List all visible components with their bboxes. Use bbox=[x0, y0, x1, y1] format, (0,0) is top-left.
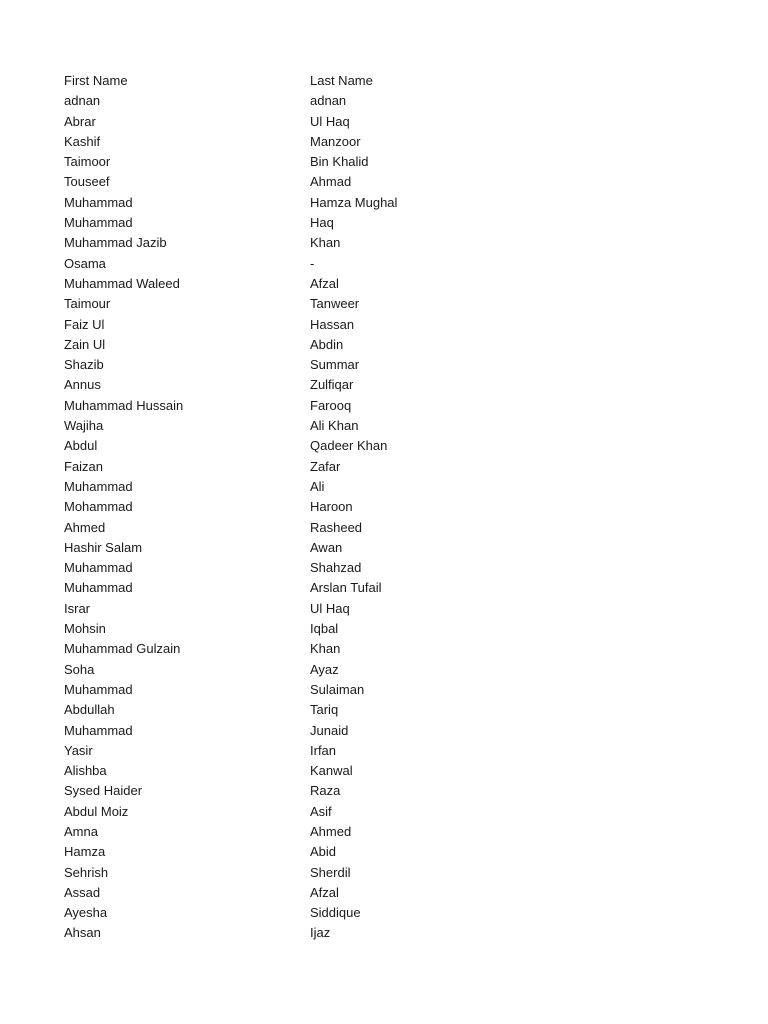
last-name-cell: Manzoor bbox=[310, 133, 361, 149]
last-name-cell: Sherdil bbox=[310, 864, 351, 880]
table-row bbox=[0, 822, 768, 842]
first-name-header: First Name bbox=[64, 73, 128, 88]
first-name-cell: Faiz Ul bbox=[64, 316, 105, 332]
last-name-cell: Zafar bbox=[310, 458, 341, 474]
last-name-cell: Ijaz bbox=[310, 925, 331, 941]
first-name-cell: Amna bbox=[64, 823, 98, 839]
table-row bbox=[0, 721, 768, 741]
last-name-cell: Iqbal bbox=[310, 621, 339, 637]
last-name-cell: Siddique bbox=[310, 905, 361, 921]
table-row bbox=[0, 700, 768, 720]
table-row bbox=[0, 213, 768, 233]
last-name-cell: Haq bbox=[310, 215, 334, 231]
last-name-cell: Bin Khalid bbox=[310, 154, 369, 170]
last-name-cell: Ahmad bbox=[310, 174, 352, 190]
first-name-cell: Touseef bbox=[64, 174, 110, 190]
first-name-cell: Mohsin bbox=[64, 621, 106, 637]
last-name-cell: Ul Haq bbox=[310, 600, 350, 616]
first-name-cell: Muhammad bbox=[64, 560, 133, 576]
last-name-cell: Khan bbox=[310, 235, 341, 251]
first-name-cell: Muhammad bbox=[64, 722, 133, 738]
table-row bbox=[0, 538, 768, 558]
first-name-cell: Zain Ul bbox=[64, 336, 106, 352]
table-row bbox=[0, 660, 768, 680]
table-row bbox=[0, 416, 768, 436]
last-name-header: Last Name bbox=[310, 73, 373, 88]
table-row bbox=[0, 233, 768, 253]
first-name-cell: Muhammad bbox=[64, 580, 133, 596]
last-name-cell: Ahmed bbox=[310, 823, 352, 839]
last-name-cell: Afzal bbox=[310, 884, 339, 900]
table-row bbox=[0, 741, 768, 761]
table-row bbox=[0, 842, 768, 862]
first-name-cell: adnan bbox=[64, 93, 101, 109]
header-row bbox=[0, 71, 768, 91]
last-name-cell: adnan bbox=[310, 93, 347, 109]
last-name-cell: Ali bbox=[310, 478, 325, 494]
first-name-cell: Mohammad bbox=[64, 499, 133, 515]
first-name-cell: Wajiha bbox=[64, 418, 104, 434]
first-name-cell: Hamza bbox=[64, 844, 106, 860]
table-row bbox=[0, 132, 768, 152]
first-name-cell: Ahsan bbox=[64, 925, 101, 941]
first-name-cell: Taimoor bbox=[64, 154, 111, 170]
last-name-cell: Sulaiman bbox=[310, 681, 365, 697]
last-name-cell: Awan bbox=[310, 539, 343, 555]
table-row bbox=[0, 396, 768, 416]
first-name-cell: Faizan bbox=[64, 458, 104, 474]
table-row bbox=[0, 274, 768, 294]
last-name-cell: Raza bbox=[310, 783, 341, 799]
last-name-cell: Summar bbox=[310, 357, 360, 373]
first-name-cell: Kashif bbox=[64, 133, 101, 149]
first-name-cell: Alishba bbox=[64, 763, 107, 779]
table-row bbox=[0, 477, 768, 497]
name-sheet bbox=[0, 71, 768, 944]
last-name-cell: Khan bbox=[310, 641, 341, 657]
first-name-cell: Taimour bbox=[64, 296, 111, 312]
last-name-cell: Ayaz bbox=[310, 661, 339, 677]
first-name-cell: Muhammad bbox=[64, 478, 133, 494]
table-row bbox=[0, 923, 768, 943]
first-name-cell: Muhammad Waleed bbox=[64, 275, 180, 291]
last-name-cell: Abid bbox=[310, 844, 337, 860]
first-name-cell: Ahmed bbox=[64, 519, 106, 535]
first-name-cell: Osama bbox=[64, 255, 106, 271]
first-name-cell: Shazib bbox=[64, 357, 104, 373]
last-name-cell: Farooq bbox=[310, 397, 352, 413]
first-name-cell: Yasir bbox=[64, 742, 93, 758]
table-row bbox=[0, 172, 768, 192]
first-name-cell: Muhammad bbox=[64, 194, 133, 210]
last-name-cell: Qadeer Khan bbox=[310, 438, 388, 454]
first-name-cell: Annus bbox=[64, 377, 101, 393]
last-name-cell: Abdin bbox=[310, 336, 344, 352]
name-rows bbox=[0, 91, 768, 943]
first-name-cell: Ayesha bbox=[64, 905, 108, 921]
first-name-cell: Abdullah bbox=[64, 702, 115, 718]
last-name-cell: Junaid bbox=[310, 722, 349, 738]
last-name-cell: Zulfiqar bbox=[310, 377, 354, 393]
table-row bbox=[0, 619, 768, 639]
first-name-cell: Muhammad Hussain bbox=[64, 397, 184, 413]
last-name-cell: Afzal bbox=[310, 275, 339, 291]
table-row bbox=[0, 903, 768, 923]
first-name-cell: Israr bbox=[64, 600, 90, 616]
table-row bbox=[0, 883, 768, 903]
first-name-cell: Abdul Moiz bbox=[64, 803, 129, 819]
last-name-cell: Hamza Mughal bbox=[310, 194, 398, 210]
first-name-cell: Muhammad Gulzain bbox=[64, 641, 181, 657]
table-row bbox=[0, 254, 768, 274]
table-row bbox=[0, 457, 768, 477]
table-row bbox=[0, 152, 768, 172]
last-name-cell: - bbox=[310, 255, 315, 271]
table-row bbox=[0, 639, 768, 659]
last-name-cell: Ali Khan bbox=[310, 418, 359, 434]
last-name-cell: Irfan bbox=[310, 742, 337, 758]
first-name-cell: Abrar bbox=[64, 113, 96, 129]
table-row bbox=[0, 497, 768, 517]
table-row bbox=[0, 112, 768, 132]
table-row bbox=[0, 335, 768, 355]
last-name-cell: Rasheed bbox=[310, 519, 363, 535]
last-name-cell: Kanwal bbox=[310, 763, 353, 779]
first-name-cell: Hashir Salam bbox=[64, 539, 143, 555]
last-name-cell: Asif bbox=[310, 803, 332, 819]
table-row bbox=[0, 193, 768, 213]
first-name-cell: Soha bbox=[64, 661, 95, 677]
table-row bbox=[0, 802, 768, 822]
last-name-cell: Shahzad bbox=[310, 560, 362, 576]
last-name-cell: Hassan bbox=[310, 316, 355, 332]
table-row bbox=[0, 680, 768, 700]
table-row bbox=[0, 315, 768, 335]
last-name-cell: Tanweer bbox=[310, 296, 360, 312]
first-name-cell: Abdul bbox=[64, 438, 98, 454]
table-row bbox=[0, 863, 768, 883]
table-row bbox=[0, 436, 768, 456]
table-row bbox=[0, 294, 768, 314]
table-row bbox=[0, 375, 768, 395]
first-name-cell: Sysed Haider bbox=[64, 783, 143, 799]
last-name-cell: Haroon bbox=[310, 499, 353, 515]
last-name-cell: Tariq bbox=[310, 702, 339, 718]
table-row bbox=[0, 91, 768, 111]
first-name-cell: Muhammad Jazib bbox=[64, 235, 167, 251]
table-row bbox=[0, 761, 768, 781]
first-name-cell: Muhammad bbox=[64, 215, 133, 231]
last-name-cell: Arslan Tufail bbox=[310, 580, 382, 596]
table-row bbox=[0, 558, 768, 578]
last-name-cell: Ul Haq bbox=[310, 113, 350, 129]
table-row bbox=[0, 599, 768, 619]
first-name-cell: Assad bbox=[64, 884, 101, 900]
table-row bbox=[0, 518, 768, 538]
first-name-cell: Muhammad bbox=[64, 681, 133, 697]
table-row bbox=[0, 578, 768, 598]
table-row bbox=[0, 355, 768, 375]
first-name-cell: Sehrish bbox=[64, 864, 109, 880]
table-row bbox=[0, 781, 768, 801]
